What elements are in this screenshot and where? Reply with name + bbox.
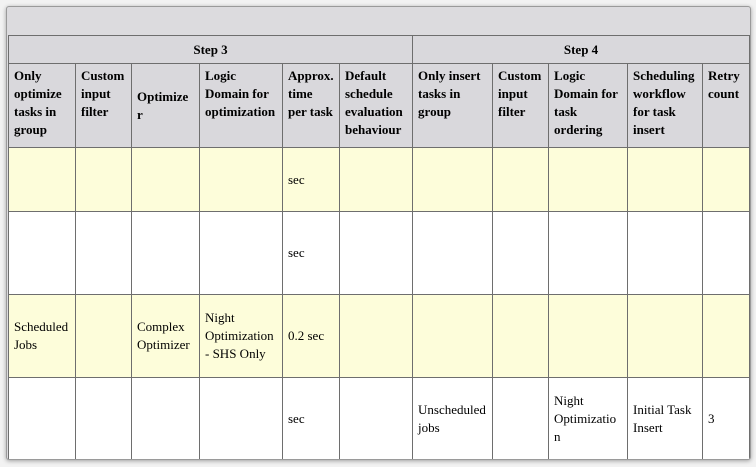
col-header-logic-domain-optimization: Logic Domain for optimization [200,64,283,148]
table-cell: sec [283,212,340,295]
col-header-retry-count: Retry count [703,64,750,148]
table-cell [493,212,549,295]
table-cell: sec [283,378,340,460]
table-row[interactable] [9,378,750,460]
table-cell [340,295,413,378]
table-cell: Night Optimization - SHS Only [200,295,283,378]
step3-header: Step 3 [9,36,413,64]
table-cell [549,295,628,378]
table-cell [703,212,750,295]
table-cell: Scheduled Jobs [9,295,76,378]
table-cell: 3 [703,378,750,460]
table-cell: Night Optimization [549,378,628,460]
table-cell [549,212,628,295]
table-cell [413,295,493,378]
table-cell [703,148,750,212]
table-cell [132,212,200,295]
table-cell: Complex Optimizer [132,295,200,378]
table-cell [549,148,628,212]
table-cell [200,378,283,460]
col-header-logic-domain-ordering: Logic Domain for task ordering [549,64,628,148]
col-header-custom-filter-step4: Custom input filter [493,64,549,148]
table-cell [340,212,413,295]
table-cell [9,148,76,212]
column-header-row [9,64,750,148]
col-header-scheduling-workflow: Scheduling workflow for task insert [628,64,703,148]
table-cell [76,148,132,212]
col-header-optimizer: Optimizer [132,64,200,148]
table-cell [9,212,76,295]
table-cell [493,378,549,460]
table-row[interactable] [9,295,750,378]
window-frame [6,6,751,460]
table-cell: Initial Task Insert [628,378,703,460]
table-cell [493,148,549,212]
col-header-only-optimize: Only optimize tasks in group [9,64,76,148]
table-cell [413,148,493,212]
table-cell [132,148,200,212]
col-header-approx-time: Approx. time per task [283,64,340,148]
table-cell [200,212,283,295]
table-cell [628,148,703,212]
table-cell: 0.2 sec [283,295,340,378]
table-cell: sec [283,148,340,212]
table-cell [340,378,413,460]
table-cell [703,295,750,378]
table-cell [9,378,76,460]
configuration-table [8,35,750,460]
table-cell [493,295,549,378]
step-header-row [9,36,750,64]
table-cell [413,212,493,295]
table-cell [76,378,132,460]
table-cell [76,212,132,295]
col-header-custom-filter-step3: Custom input filter [76,64,132,148]
table-cell [132,378,200,460]
table-cell [76,295,132,378]
table-cell [628,295,703,378]
table-row[interactable] [9,148,750,212]
table-cell [340,148,413,212]
col-header-only-insert: Only insert tasks in group [413,64,493,148]
step4-header: Step 4 [413,36,750,64]
table-row[interactable] [9,212,750,295]
table-cell: Unscheduled jobs [413,378,493,460]
col-header-default-schedule: Default schedule evaluation behaviour [340,64,413,148]
table-cell [200,148,283,212]
table-cell [628,212,703,295]
